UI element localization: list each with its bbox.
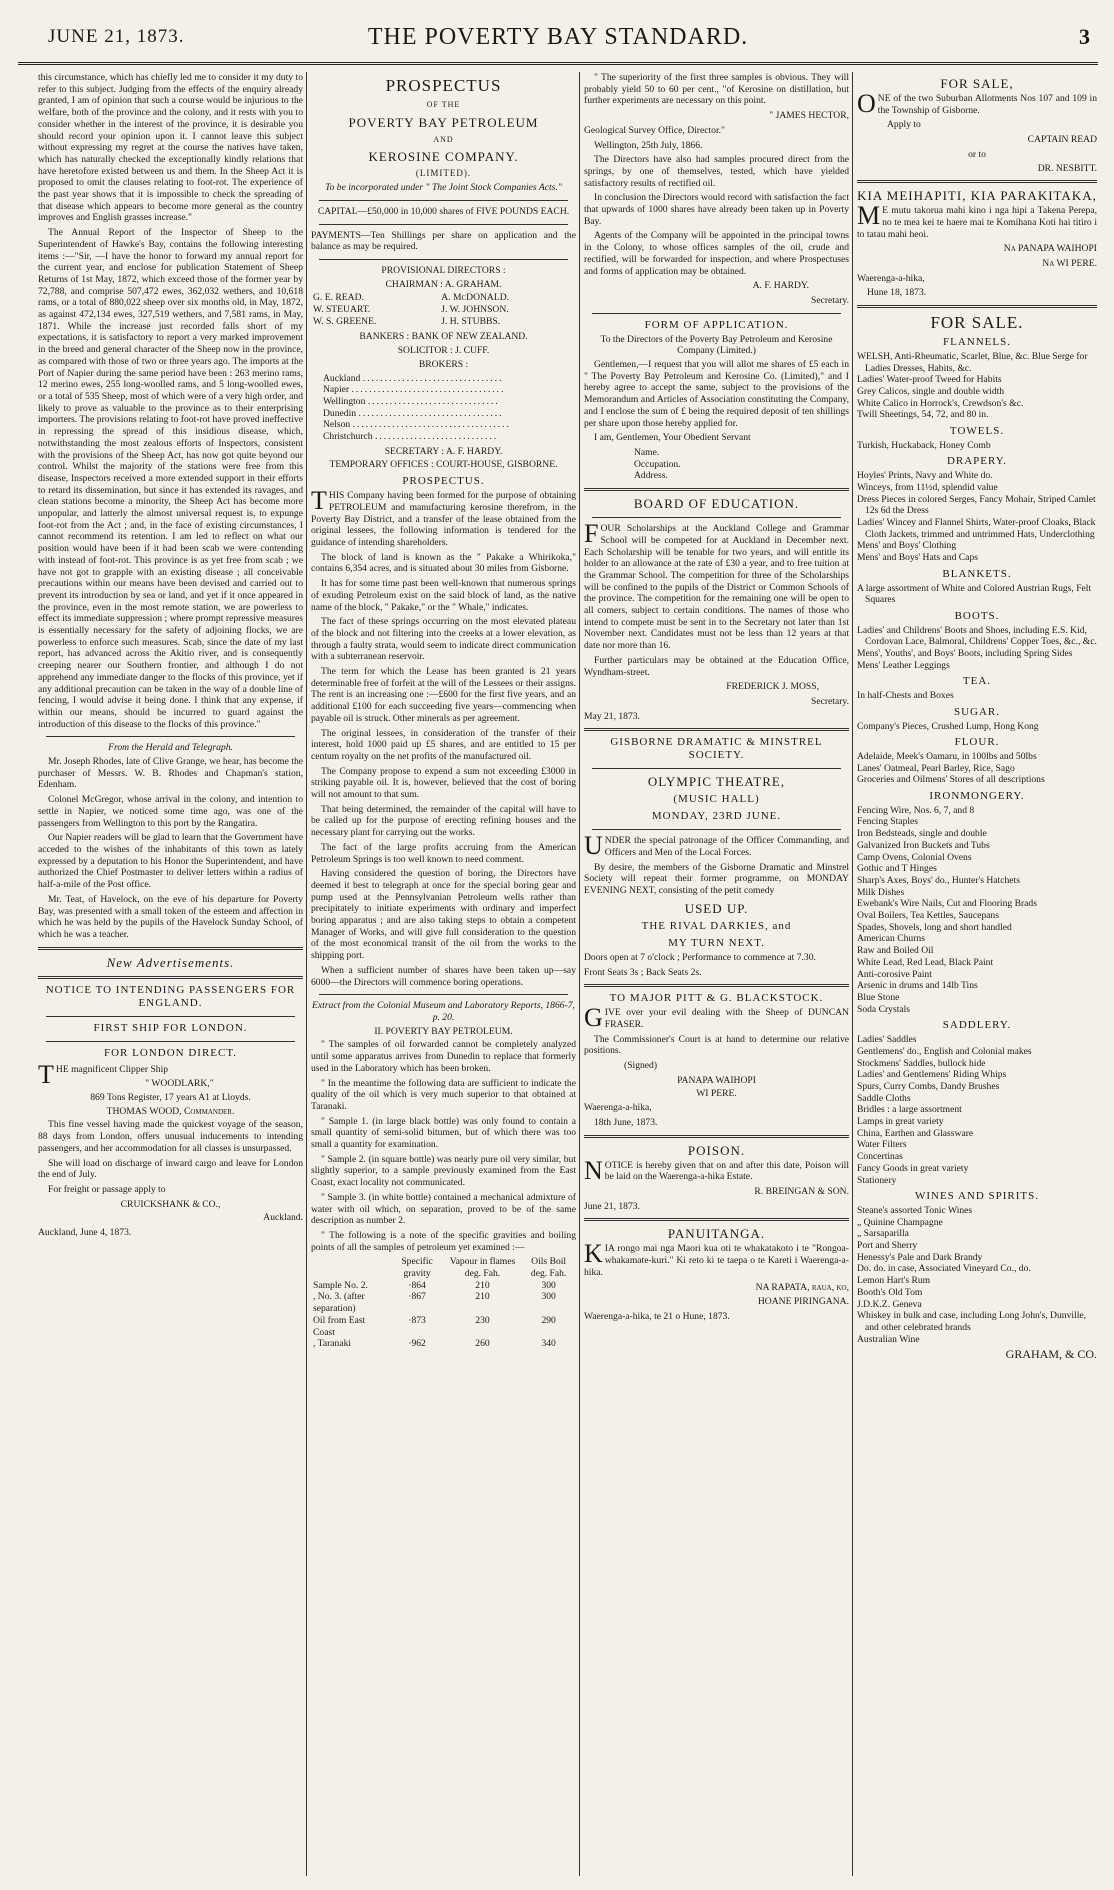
- prospectus-paragraph: When a sufficient number of shares have been taken up—say 6000—the Directors will commence boring operations.: [311, 964, 576, 988]
- list-item: Milk Dishes: [857, 886, 905, 898]
- ship-name: " WOODLARK,": [145, 1078, 214, 1090]
- article-paragraph: Colonel McGregor, whose arrival in the colony, and intention to settle in Napier, we noticed some time ago, was one of the passengers from Wellington to this port by the Rangatira.: [38, 794, 303, 829]
- extract-heading: Extract from the Colonial Museum and Laboratory Reports, 1866-7, p. 20.: [312, 1000, 575, 1023]
- notice-date: 18th June, 1873.: [594, 1116, 658, 1128]
- report-quote: " The superiority of the first three samples is obvious. They will probably yield 50 to 60 per cent., "of Kerosine on distillation, but further experiments are necessary on this point.: [584, 72, 849, 107]
- table-header: [311, 1256, 390, 1279]
- sale-section-title: SADDLERY.: [942, 1019, 1012, 1032]
- form-sign-off: I am, Gentlemen, Your Obedient Servant: [594, 432, 751, 444]
- ad-paragraph: She will load on discharge of inward cargo and leave for London the end of July.: [38, 1157, 303, 1181]
- event-paragraph: UNDER the special patronage of the Officer Commanding, and Officers and Men of the Local Forces.: [584, 831, 849, 861]
- list-item: Ladies' and Childrens' Boots and Shoes, including E.S. Kid, Cordovan Lace, Balmoral, Childrens' Copper Toes, &c., &c.: [857, 624, 1097, 648]
- extract-paragraph: " Sample 1. (in large black bottle) was only found to contain a small quantity of semi-solid bitumen, but of which there was too small a quantity for examination.: [311, 1115, 576, 1151]
- panuitanga-date: Waerenga-a-hika, te 21 o Hune, 1873.: [584, 1310, 730, 1322]
- extract-paragraph: " The samples of oil forwarded cannot be completely analyzed until some apparatus arrives from Dunedin to replace that formerly used in the Laboratory which has been broken.: [311, 1039, 576, 1074]
- prospectus-paragraph: The original lessees, in consideration of the transfer of their interest, hold 1000 paid up £5 shares, and are entitled to 15 per centum royalty on the net profits of the manufactured oil.: [311, 727, 576, 762]
- incorporation-note: To be incorporated under " The Joint Stock Companies Acts.": [325, 182, 562, 194]
- panuitanga-paragraph: KIA rongo mai nga Maori kua oti te whakatakoto i te "Rongoa-whakamate-kuri." Ki reto ki te taepa o te Kareti i Waerenga-a-hika.: [584, 1239, 849, 1278]
- list-item: Fencing Wire, Nos. 6, 7, and 8: [857, 804, 975, 816]
- extract-paragraph: " In the meantime the following data are sufficient to indicate the quality of the oil which is very much superior to that obtained at Taranaki.: [311, 1077, 576, 1112]
- table-header: Specific gravity: [401, 1256, 433, 1280]
- issue-date: JUNE 21, 1873.: [48, 26, 185, 47]
- list-item: China, Earthen and Glassware: [857, 1127, 974, 1139]
- quote-office: Geological Survey Office, Director.": [584, 124, 725, 136]
- sale-section-title: TEA.: [962, 675, 992, 688]
- list-item: Ladies' Water-proof Tweed for Habits: [857, 374, 1002, 386]
- list-item: Winceys, from 11½d, splendid value: [857, 481, 998, 493]
- list-item: Stockmens' Saddles, bullock hide: [857, 1057, 986, 1069]
- list-item: Stationery: [857, 1174, 897, 1186]
- event-paragraph: By desire, the members of the Gisborne Dramatic and Minstrel Society will repeat their former programme, on MONDAY EVENING NEXT, consisting of the petit comedy: [584, 861, 849, 897]
- list-item: Mens', Youths', and Boys' Boots, including Spring Sides: [857, 648, 1073, 660]
- divider: [319, 259, 568, 260]
- list-item: Raw and Boiled Oil: [857, 945, 934, 957]
- divider: [584, 1135, 849, 1138]
- list-item: White Lead, Red Lead, Black Paint: [857, 956, 994, 968]
- list-item: Adelaide, Meek's Oamaru, in 100lbs and 50lbs: [857, 750, 1037, 762]
- company-name: POVERTY BAY PETROLEUM: [348, 114, 539, 130]
- list-item: Sharp's Axes, Boys' do., Hunter's Hatchets: [857, 874, 1020, 886]
- divider: [592, 517, 841, 518]
- section-heading: From the Herald and Telegraph.: [108, 742, 233, 754]
- table-row: [311, 1291, 576, 1314]
- poison-paragraph: NOTICE is hereby given that on and after this date, Poison will be laid on the Waerenga-a-hika Estate.: [584, 1155, 849, 1185]
- prospectus-paragraph: The Company propose to expend a sum not exceeding £3000 in striking payable oil. It is, however, believed that the cost of boring will not amount to that sum.: [311, 765, 576, 801]
- prospectus-paragraph: The fact of the large profits accruing from the American Petroleum Springs is too well known to need comment.: [311, 841, 576, 865]
- sale-section-title: SUGAR.: [953, 705, 1001, 718]
- sale-section-title: FLANNELS.: [943, 336, 1011, 349]
- secretary-title: Secretary.: [811, 294, 849, 306]
- director-name: J. W. JOHNSON.: [441, 304, 509, 316]
- list-item: American Churns: [857, 933, 925, 945]
- offices-line: TEMPORARY OFFICES : COURT-HOUSE, GISBORNE.: [329, 459, 558, 471]
- form-heading: FORM OF APPLICATION.: [644, 318, 789, 331]
- event-doors: Doors open at 7 o'clock ; Performance to commence at 7.30.: [584, 951, 816, 963]
- list-item: Bridles : a large assortment: [857, 1104, 962, 1116]
- table-cell: 260: [475, 1338, 490, 1350]
- ship-commander: THOMAS WOOD, Commander.: [106, 1105, 235, 1117]
- list-item: Whiskey in bulk and case, including Long John's, Dunville, and other celebrated brands: [857, 1310, 1087, 1333]
- ship-line: THE magnificent Clipper Ship: [38, 1059, 169, 1089]
- poison-heading: POISON.: [687, 1142, 746, 1158]
- list-item: Nelson ....................................: [323, 419, 511, 431]
- form-field-label: Occupation.: [634, 458, 681, 470]
- list-item: Concertinas: [857, 1151, 903, 1163]
- solicitor-line: SOLICITOR : J. CUFF.: [397, 345, 490, 357]
- table-row: [311, 1315, 576, 1338]
- divider: [46, 1016, 295, 1017]
- broker-city: Nelson: [323, 419, 351, 431]
- ad-subheading: FOR LONDON DIRECT.: [104, 1046, 237, 1059]
- page-number: 3: [1079, 24, 1090, 49]
- board-paragraph: FOUR Scholarships at the Auckland College and Grammar School will be competed for at Auckland in December next. Each Scholarship will be tenable for two years, and will entitle its holder to an allowance at the rate of £30 a year, and to free tuition at the Grammar School. The competition for three of the Scholarships will be confined to the pupils of the District or Common Schools of the province. The competition for the remaining one will be open to all comers, subject to certain conditions. The names of those who intend to compete must be sent in to the Secretary not later than 1st November next. Candidates must not be less than 12 years at that date nor more than 16.: [584, 519, 849, 652]
- board-date: May 21, 1873.: [584, 710, 640, 722]
- prospectus-paragraph: The term for which the Lease has been granted is 21 years determinable free of forfeit at the will of the Lessees or their assigns. The rent is an increasing one :—£600 for the first five years, and an additional £100 for each succeeding five years—commencing when payable oil is struck. Other minerals as per agreement.: [311, 666, 576, 724]
- ship-tonnage: 869 Tons Register, 17 years A1 at Lloyds.: [90, 1092, 251, 1104]
- divider: [592, 768, 841, 769]
- director-name: J. H. STUBBS.: [441, 315, 501, 327]
- petroleum-table: [311, 1256, 576, 1350]
- column-rule: [579, 72, 580, 1876]
- prospectus-paragraph: The block of land is known as the " Pakake a Whirikoka," contains 6,354 acres, and is situated about 30 miles from Gisborne.: [311, 551, 576, 575]
- directors-table: [311, 292, 576, 327]
- kia-signature: Na WI PERE.: [1042, 258, 1097, 270]
- prospectus-paragraph: Having considered the question of boring, the Directors have deemed it best to telegraph at once for the special boring gear and pump used at the Pennsylvanian Petroleum wells rather than precipitately to initiate experiments with ordinary and imperfect boring apparatus ; and are also taking steps to obtain a competent Manager of Works, and will give full consideration to the question of the most economical transit of the oil from the works to the shipping port.: [311, 868, 576, 962]
- form-field-label: Address.: [634, 470, 668, 482]
- list-item: Spades, Shovels, long and short handled: [857, 921, 1012, 933]
- signed-label: (Signed): [624, 1060, 658, 1072]
- sale-paragraph: ONE of the two Suburban Allotments Nos 107 and 109 in the Township of Gisborne.: [857, 89, 1097, 118]
- list-item: Spurs, Curry Combs, Dandy Brushes: [857, 1080, 1000, 1092]
- list-item: Fancy Goods in great variety: [857, 1162, 969, 1174]
- sale-section-title: BOOTS.: [954, 609, 1000, 622]
- list-item: Arsenic in drums and 14lb Tins: [857, 980, 978, 992]
- sale-section-title: FLOUR.: [954, 736, 1000, 749]
- panuitanga-signature: HOANE PIRINGANA.: [757, 1296, 849, 1308]
- list-item: Dress Pieces in colored Serges, Fancy Mohair, Striped Camlet 12s 6d the Dress: [857, 493, 1096, 517]
- newspaper-page: [18, 18, 1098, 1876]
- list-item: Mens' and Boys' Hats and Caps: [857, 552, 978, 564]
- new-ads-heading: New Advertisements.: [106, 954, 235, 970]
- agent-place: Auckland.: [263, 1212, 303, 1224]
- poison-date: June 21, 1873.: [584, 1200, 640, 1212]
- notice-paragraph: GIVE over your evil dealing with the Sheep of DUNCAN FRASER.: [584, 1003, 849, 1033]
- prospectus-of: OF THE: [426, 100, 461, 109]
- sale-sections: [857, 337, 1097, 1345]
- board-heading: BOARD OF EDUCATION.: [633, 496, 800, 512]
- notice-place: Waerenga-a-hika,: [584, 1102, 652, 1114]
- table-header: Oils Boil deg. Fah.: [530, 1256, 567, 1280]
- kia-date: Hune 18, 1873.: [867, 287, 927, 299]
- quote-signature: " JAMES HECTOR,: [769, 110, 849, 122]
- table-cell: 210: [475, 1279, 490, 1291]
- limited-label: (LIMITED).: [415, 168, 472, 179]
- divider: [38, 976, 303, 979]
- table-row: [311, 1280, 576, 1292]
- form-paragraph: Gentlemen,—I request that you will allot me shares of £5 each in " The Poverty Bay Petroleum and Kerosine Co. (Limited)," and I hereby agree to accept the same, subject to the provisions of the Memorandum and Articles of Association constituting the Company, and I enclose the sum of £ being the required deposit of ten shillings per share upon those hereby applied for.: [584, 359, 849, 429]
- column-4: [857, 72, 1097, 1876]
- list-item: WELSH, Anti-Rheumatic, Scarlet, Blue, &c. Blue Serge for Ladies Dresses, Habits, &c.: [857, 350, 1088, 374]
- list-item: Auckland ................................: [323, 372, 504, 384]
- for-sale-heading: FOR SALE,: [940, 76, 1014, 91]
- sale-section-title: TOWELS.: [949, 425, 1005, 438]
- agent-name: CRUICKSHANK & CO.,: [120, 1198, 221, 1210]
- extract-subheading: II. POVERTY BAY PETROLEUM.: [374, 1025, 513, 1037]
- list-item: Iron Bedsteads, single and double: [857, 828, 987, 840]
- list-item: Saddle Cloths: [857, 1092, 911, 1104]
- prospectus-paragraph: It has for some time past been well-known that numerous springs of exuding Petroleum exist on the said block of land, as the native name of the block, " Pakake," or the " Whale," indicates.: [311, 578, 576, 613]
- broker-city: Wellington: [323, 395, 366, 407]
- sale-section-title: DRAPERY.: [946, 455, 1008, 468]
- list-item: Ladies' and Gentlemens' Riding Whips: [857, 1069, 1007, 1081]
- table-cell: ·867: [408, 1291, 426, 1303]
- for-sale-heading-2: FOR SALE.: [930, 313, 1024, 333]
- list-item: Mens' Leather Leggings: [857, 659, 950, 671]
- board-signature: FREDERICK J. MOSS,: [726, 681, 819, 693]
- kia-paragraph: ME mutu takoruа mahi kino i nga hipi a Takena Perepa, no te mea kei te haere mai te Komihana Koti hai titiro i to tatau mahi heoi.: [857, 201, 1097, 240]
- board-paragraph: Further particulars may be obtained at the Education Office, Wyndham-street.: [584, 654, 849, 678]
- list-item: Wellington ..............................: [323, 395, 500, 407]
- prospectus-paragraph: THIS Company having been formed for the purpose of obtaining PETROLEUM and manufacturing kerosine therefrom, in the Poverty Bay District, and a transfer of the lease obtained from the original lessees, the following information is tendered for the guidance of intending shareholders.: [311, 486, 576, 548]
- list-item: In half-Chests and Boxes: [857, 690, 954, 702]
- divider: [38, 947, 303, 950]
- secretary-name: A. F. HARDY.: [752, 280, 809, 292]
- prospectus-heading: PROSPECTUS.: [402, 475, 485, 488]
- table-row: [311, 1338, 576, 1350]
- list-item: Anti-corosive Paint: [857, 968, 932, 980]
- form-field-label: Name.: [634, 446, 660, 458]
- signatory: WI PERE.: [696, 1088, 737, 1100]
- divider: [857, 305, 1097, 308]
- prospectus-paragraph: In conclusion the Directors would record with satisfaction the fact that upwards of 1000 shares have already been taken up in Poverty Bay.: [584, 192, 849, 227]
- payments-line: PAYMENTS—Ten Shillings per share on application and the balance as may be required.: [311, 229, 576, 253]
- list-item: Camp Ovens, Colonial Ovens: [857, 851, 972, 863]
- panuitanga-signature: NA RAPATA, raua, ko,: [755, 1281, 849, 1293]
- sale-section-title: WINES AND SPIRITS.: [914, 1190, 1040, 1203]
- notice-paragraph: The Commissioner's Court is at hand to determine our relative positions.: [584, 1033, 849, 1057]
- table-cell: ·864: [408, 1279, 426, 1291]
- quote-date: Wellington, 25th July, 1866.: [594, 139, 703, 151]
- table-cell: 230: [475, 1314, 490, 1326]
- list-item: Booth's Old Tom: [857, 1286, 923, 1298]
- extract-paragraph: " Sample 2. (in square bottle) was nearly pure oil very similar, but slightly superior, to a sample previously examined from the East Coast, exact locality not communicated.: [311, 1153, 576, 1189]
- list-item: Company's Pieces, Crushed Lump, Hong Kong: [857, 720, 1039, 732]
- divider: [857, 180, 1097, 183]
- play-title: THE RIVAL DARKIES, and: [641, 919, 792, 932]
- table-cell: 300: [541, 1291, 556, 1303]
- table-cell: ·962: [408, 1338, 426, 1350]
- table-row: [311, 292, 576, 304]
- theatre-name: OLYMPIC THEATRE,: [647, 774, 786, 790]
- list-item: Lemon Hart's Rum: [857, 1275, 931, 1287]
- secretary-line: SECRETARY : A. F. HARDY.: [384, 445, 503, 457]
- broker-city: Christchurch: [323, 431, 373, 443]
- table-row: [311, 304, 576, 316]
- list-item: Gentlemens' do., English and Colonial makes: [857, 1045, 1032, 1057]
- form-fields: [584, 447, 849, 482]
- divider: [584, 984, 849, 987]
- contact-name: CAPTAIN READ: [1027, 134, 1097, 146]
- list-item: Napier ...................................: [323, 384, 506, 396]
- ad-heading: NOTICE TO INTENDING PASSENGERS FOR ENGLAND.: [45, 983, 296, 1009]
- apply-label: Apply to: [887, 119, 921, 131]
- divider: [46, 1041, 295, 1042]
- merchant-name: GRAHAM, & CO.: [1005, 1347, 1097, 1362]
- list-item: Oval Boilers, Tea Kettles, Saucepans: [857, 910, 999, 922]
- form-addressee: To the Directors of the Poverty Bay Petroleum and Kerosine Company (Limited.): [600, 333, 833, 357]
- list-item: J.D.K.Z. Geneva: [857, 1298, 922, 1310]
- chairman-line: CHAIRMAN : A. GRAHAM.: [385, 278, 502, 290]
- list-item: Hoyles' Prints, Navy and White do.: [857, 470, 993, 482]
- contact-name: DR. NESBITT.: [1037, 162, 1097, 174]
- column-rule: [852, 72, 853, 1876]
- ad-paragraph: This fine vessel having made the quickest voyage of the season, 88 days from London, offers unusual inducements to intending passengers, and her accommodation for all classes is unsurpassed.: [38, 1119, 303, 1154]
- table-cell: Oil from East Coast: [313, 1314, 366, 1338]
- list-item: Dunedin .................................: [323, 407, 504, 419]
- broker-city: Auckland: [323, 372, 361, 384]
- kia-place: Waerenga-a-hika,: [857, 272, 925, 284]
- list-item: A large assortment of White and Colored Austrian Rugs, Felt Squares: [857, 582, 1092, 606]
- prospectus-and: AND: [433, 134, 454, 144]
- broker-city: Dunedin: [323, 407, 357, 419]
- prospectus-paragraph: The fact of these springs occurring on the most elevated plateau of the block and not filtering into the creeks at a lower elevation, as through a faulty strata, would seem to indicate direct communication with a subterranean reservoir.: [311, 616, 576, 663]
- table-cell: 340: [541, 1338, 556, 1350]
- list-item: Turkish, Huckaback, Honey Comb: [857, 439, 991, 451]
- society-heading: GISBORNE DRAMATIC & MINSTREL SOCIETY.: [610, 736, 823, 762]
- broker-city: Napier: [323, 384, 350, 396]
- divider: [319, 994, 568, 995]
- divider: [592, 313, 841, 314]
- table-cell: 290: [541, 1314, 556, 1326]
- list-item: Mens' and Boys' Clothing: [857, 540, 957, 552]
- list-item: Groceries and Oilmens' Stores of all descriptions: [857, 774, 1045, 786]
- list-item: Christchurch ............................: [323, 431, 499, 443]
- list-item: Australian Wine: [857, 1333, 920, 1345]
- prospectus-title: PROSPECTUS: [385, 76, 502, 95]
- extract-paragraph: " Sample 3. (in white bottle) contained a mechanical admixture of water with oil which, on separation, proved to be of the same description as number 2.: [311, 1191, 576, 1227]
- brokers-heading: BROKERS :: [418, 358, 469, 370]
- panuitanga-heading: PANUITANGA.: [667, 1226, 766, 1242]
- divider: [319, 200, 568, 201]
- column-2: [311, 72, 576, 1876]
- article-paragraph: this circumstance, which has chiefly led me to consider it my duty to refer to this subject. Judging from the effects of the enquiry already granted, I am of opinion that such a course would be injurious to the welfare, both of the province and the colony, and it rests with you to consider whether in the interest of the province, it is desirable you should record your opinion upon it. I cannot leave this subject without expressing my regret at the course the natives have taken, which has naturally checked the exceptionally kindly relations that have heretofore existed between us and them. In the Sheep Act it is proposed to omit the clauses relating to foot-rot. The experience of the past year shows that it is impossible to check the spreading of that disease which appears to become more general as the country improves and English grasses increase.": [38, 72, 303, 224]
- list-item: Gothic and T Hinges: [857, 863, 937, 875]
- signatory: PANAPA WAIHOPI: [677, 1074, 756, 1086]
- divider: [584, 1218, 849, 1221]
- list-item: Blue Stone: [857, 992, 900, 1003]
- table-header: Vapour in flames deg. Fah.: [449, 1256, 516, 1280]
- kia-signature: Na PANAPA WAIHOPI: [1003, 243, 1097, 255]
- divider: [592, 829, 841, 830]
- director-name: A. McDONALD.: [441, 292, 510, 304]
- divider: [584, 728, 849, 731]
- table-cell: , Taranaki: [313, 1338, 352, 1350]
- list-item: Soda Crystals: [857, 1003, 911, 1015]
- list-item: Ladies' Wincey and Flannel Shirts, Water-proof Cloaks, Black Cloth Jackets, trimmed and untrimmed Hats, Underclothing: [857, 516, 1096, 540]
- event-date: MONDAY, 23RD JUNE.: [651, 810, 782, 823]
- divider: [319, 224, 568, 225]
- brokers-list: [311, 373, 576, 443]
- event-seats: Front Seats 3s ; Back Seats 2s.: [584, 966, 702, 978]
- table-row: [311, 316, 576, 328]
- kia-heading: KIA MEIHAPITI, KIA PARAKITAKA,: [857, 188, 1097, 204]
- divider: [584, 488, 849, 491]
- list-item: Do. do. in case, Associated Vineyard Co., do.: [857, 1263, 1031, 1275]
- list-item: „ Quinine Champagne: [857, 1216, 943, 1228]
- prospectus-paragraph: That being determined, the remainder of the capital will have to be called up for the purpose of erecting refining houses and the necessary plant for carrying out the works.: [311, 803, 576, 839]
- divider: [46, 736, 295, 737]
- article-paragraph: Mr. Teat, of Havelock, on the eve of his departure for Poverty Bay, was presented with a small token of the esteem and affection in which he was held by the pupils of the Havelock Sunday School, of which he was a teacher.: [38, 893, 303, 940]
- table-cell: ·873: [408, 1314, 426, 1326]
- agent-date: Auckland, June 4, 1873.: [38, 1227, 132, 1239]
- director-name: G. E. READ.: [313, 292, 364, 304]
- list-item: Lamps in great variety: [857, 1116, 944, 1128]
- article-paragraph: The Annual Report of the Inspector of Sheep to the Superintendent of Hawke's Bay, contains the following interesting items :—"Sir, —I have the honor to forward my annual report for the current year, and enclose for publication Statement of Sheep Returns of 1st May, 1872, which exceed those of the former year by 72,788, and comprise 507,472 ewes, 362,032 wethers, and 10,618 rams, or a total of 880,022 sheep over six months old, in May, 1872, as against 472,134 ewes, 327,519 wethers, and 7,581 rams, in May, 1871. While the increase just recorded falls short of my expectations, it is satisfactory to report a very marked improvement in the breed and general character of the Sheep now in the province, as compared with those of two or three years ago. The imports at the Port of Napier during the same period have been : 263 merino rams, 12 merino ewes, 255 long-woolled rams, and 5 long-woolled ewes, or a total of 535 Sheep, most of which were of a very high order, and likely to prove as valuable to the province as to their enterprising importers. The provisions relating to foot-rot have proved ineffective in repressing the spread of this insidious disease, which, notwithstanding the most zealous efforts of Inspectors, consistent with the provisions of the Sheep Act, has now got quite beyond our control. Whilst the majority of the stations were free from this disease, Inspectors received a more extended support in their efforts to retard its dissemination, but since it has extended its ravages, and clean stations become a minority, the Sheep Act has become more unpopular, and latterly the almost universal request is, to expunge foot-rot from the Act ; and, in the face of existing circumstances, I cannot recommend its retention. I am led to reflect on what our position would have been if it had been scab we were contending with instead of foot-rot. This province is as yet free from scab ; we have not got to grapple with an existing disease ; all conceivable precautions within our means have been devised and carried out to prevent its introduction by sea or land, and yet if it once appeared in the province, even in the most remote station, we are powerless to effect its immediate suppression ; where prompt repressive measures is essentially necessary for the safety of adjoining flocks, we are powerless to enforce such measures. Scab, since the date of my last report, has advanced across the Akitio river, and is consequently creeping nearer our Southern frontier, and although I do not apprehend any immediate danger to the flocks of this province, yet if any additional precaution can be taken in the way of a double line of fencing, I would advise it being done. I think that any expense, if within our means, should be incurred to guard against the introduction of this disease to the flocks of this province.": [38, 227, 303, 730]
- or-to-label: or to: [968, 148, 986, 160]
- sale-section-title: BLANKETS.: [942, 567, 1012, 580]
- list-item: Ladies' Saddles: [857, 1034, 917, 1046]
- list-item: „ Sarsaparilla: [857, 1228, 909, 1240]
- list-item: Grey Calicos, single and double width: [857, 385, 1005, 397]
- column-3: [584, 72, 849, 1876]
- table-cell: , No. 3. (after separation): [313, 1291, 365, 1315]
- provisional-directors-heading: PROVISIONAL DIRECTORS :: [381, 264, 506, 276]
- list-item: Fencing Staples: [857, 816, 919, 828]
- poison-signature: R. BREINGAN & SON.: [754, 1186, 849, 1197]
- bankers-line: BANKERS : BANK OF NEW ZEALAND.: [359, 331, 528, 343]
- table-cell: 210: [475, 1291, 490, 1303]
- table-header-row: [311, 1256, 576, 1279]
- play-title: USED UP.: [684, 900, 749, 916]
- director-name: W. STEUART.: [313, 304, 371, 316]
- prospectus-paragraph: Agents of the Company will be appointed in the principal towns in the Colony, to whose offices samples of the oil, crude and rectified, will be forwarded for inspection, and where Prospectuses and forms of application may be obtained.: [584, 230, 849, 277]
- sale-section-title: IRONMONGERY.: [929, 790, 1025, 803]
- list-item: Ewebank's Wire Nails, Cut and Flooring Brads: [857, 898, 1037, 910]
- table-cell: Sample No. 2.: [313, 1279, 368, 1291]
- music-hall: (MUSIC HALL): [673, 793, 760, 806]
- newspaper-title: THE POVERTY BAY STANDARD.: [367, 24, 749, 50]
- capital-line: CAPITAL—£50,000 in 10,000 shares of FIVE POUNDS EACH.: [317, 205, 570, 217]
- table-cell: 300: [541, 1279, 556, 1291]
- play-title: MY TURN NEXT.: [668, 936, 765, 949]
- ad-heading: FIRST SHIP FOR LONDON.: [93, 1021, 248, 1034]
- list-item: Lanes' Oatmeal, Pearl Barley, Rice, Sago: [857, 762, 1015, 774]
- column-rule: [306, 72, 307, 1876]
- director-name: W. S. GREENE.: [313, 315, 377, 327]
- ad-paragraph: For freight or passage apply to: [48, 1183, 166, 1195]
- list-item: Twill Sheetings, 54, 72, and 80 in.: [857, 409, 989, 421]
- board-secretary: Secretary.: [811, 695, 849, 707]
- masthead: [18, 18, 1098, 65]
- extract-paragraph: " The following is a note of the specific gravities and boiling points of all the samples of petroleum yet examined :—: [311, 1229, 576, 1253]
- company-name-2: KEROSINE COMPANY.: [368, 149, 519, 165]
- list-item: Port and Sherry: [857, 1240, 918, 1252]
- list-item: Henessy's Pale and Dark Brandy: [857, 1251, 983, 1263]
- prospectus-paragraph: The Directors have also had samples procured direct from the springs, by one of themselves, tested, which have yielded satisfactory results of rectified oil.: [584, 154, 849, 189]
- article-paragraph: Our Napier readers will be glad to learn that the Government have acceded to the wishes of the inhabitants of this town as lately expressed by a deputation to his Honor the Superintendent, and have authorized the Chief Postmaster to deliver letters within a radius of half-a-mile of the Post office.: [38, 832, 303, 891]
- list-item: Water Filters: [857, 1139, 907, 1151]
- notice-heading: TO MAJOR PITT & G. BLACKSTOCK.: [609, 992, 824, 1005]
- list-item: Steane's assorted Tonic Wines: [857, 1204, 973, 1216]
- article-paragraph: Mr. Joseph Rhodes, late of Clive Grange, we hear, has become the purchaser of Messrs. W. B. Rhodes and Chapman's station, Edenham.: [38, 756, 303, 791]
- list-item: White Calico in Horrock's, Crewdson's &c.: [857, 397, 1024, 409]
- list-item: Galvanized Iron Buckets and Tubs: [857, 839, 990, 851]
- column-1: [38, 72, 303, 1876]
